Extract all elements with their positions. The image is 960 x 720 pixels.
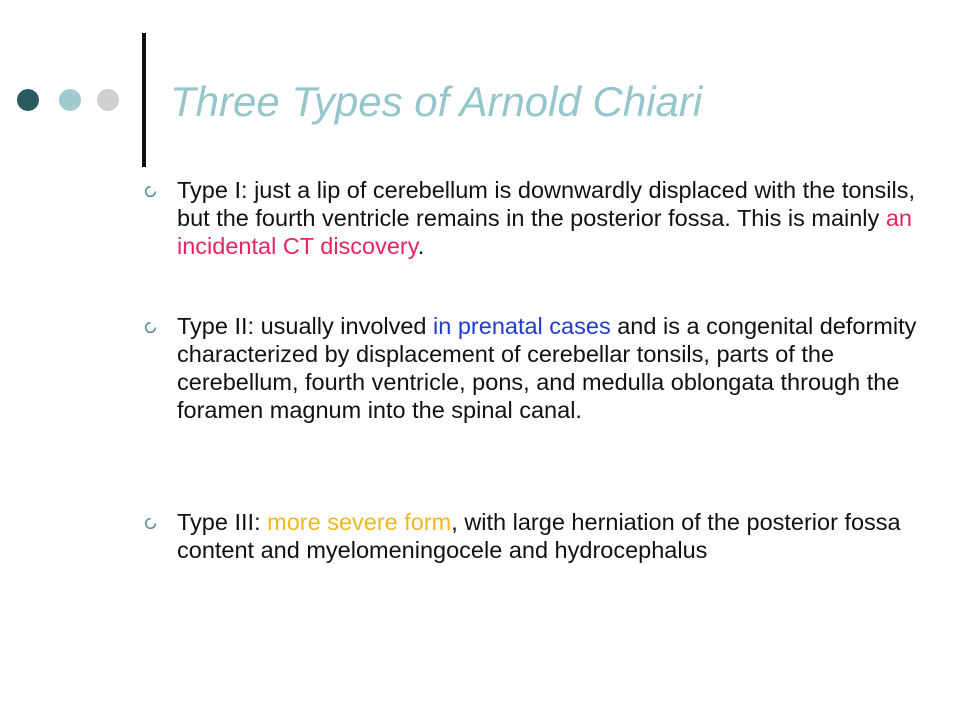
bullet-ring-icon [144,517,157,530]
bullet-type-1-tail: . [417,233,425,259]
bullet-type-3-highlight: more severe form [267,509,452,535]
bullet-type-2-text: Type II: usually involved [177,313,434,339]
bullet-ring-icon [144,185,157,198]
bullet-type-3-tail: , with large herniation of the posterior fossa content and myelomeningocele and hydrocephalus [177,509,901,563]
decor-dot-dark [17,89,39,111]
bullet-type-1 [177,176,917,260]
bullet-type-1-text: Type I: just a lip of cerebellum is downwardly displaced with the tonsils, but the fourth ventricle remains in the posterior fossa. This is mainly [177,177,915,231]
slide-title: Three Types of Arnold Chiari [170,78,703,125]
decor-dot-mid [59,89,81,111]
decor-dot-light [97,89,119,111]
bullet-type-1-highlight: an incidental CT discovery [177,205,912,259]
bullet-type-3-text: Type III: [177,509,268,535]
bullet-type-2-highlight: in prenatal cases [433,313,611,339]
bullet-type-3 [177,508,917,564]
bullet-type-2 [177,312,917,424]
bullet-type-2-tail: and is a congenital deformity characterized by displacement of cerebellar tonsils, parts of the cerebellum, fourth ventricle, pons, and medulla oblongata through the foramen magnum into the spinal canal. [177,313,917,423]
title-divider-bar [142,33,146,167]
bullet-ring-icon [144,321,157,334]
